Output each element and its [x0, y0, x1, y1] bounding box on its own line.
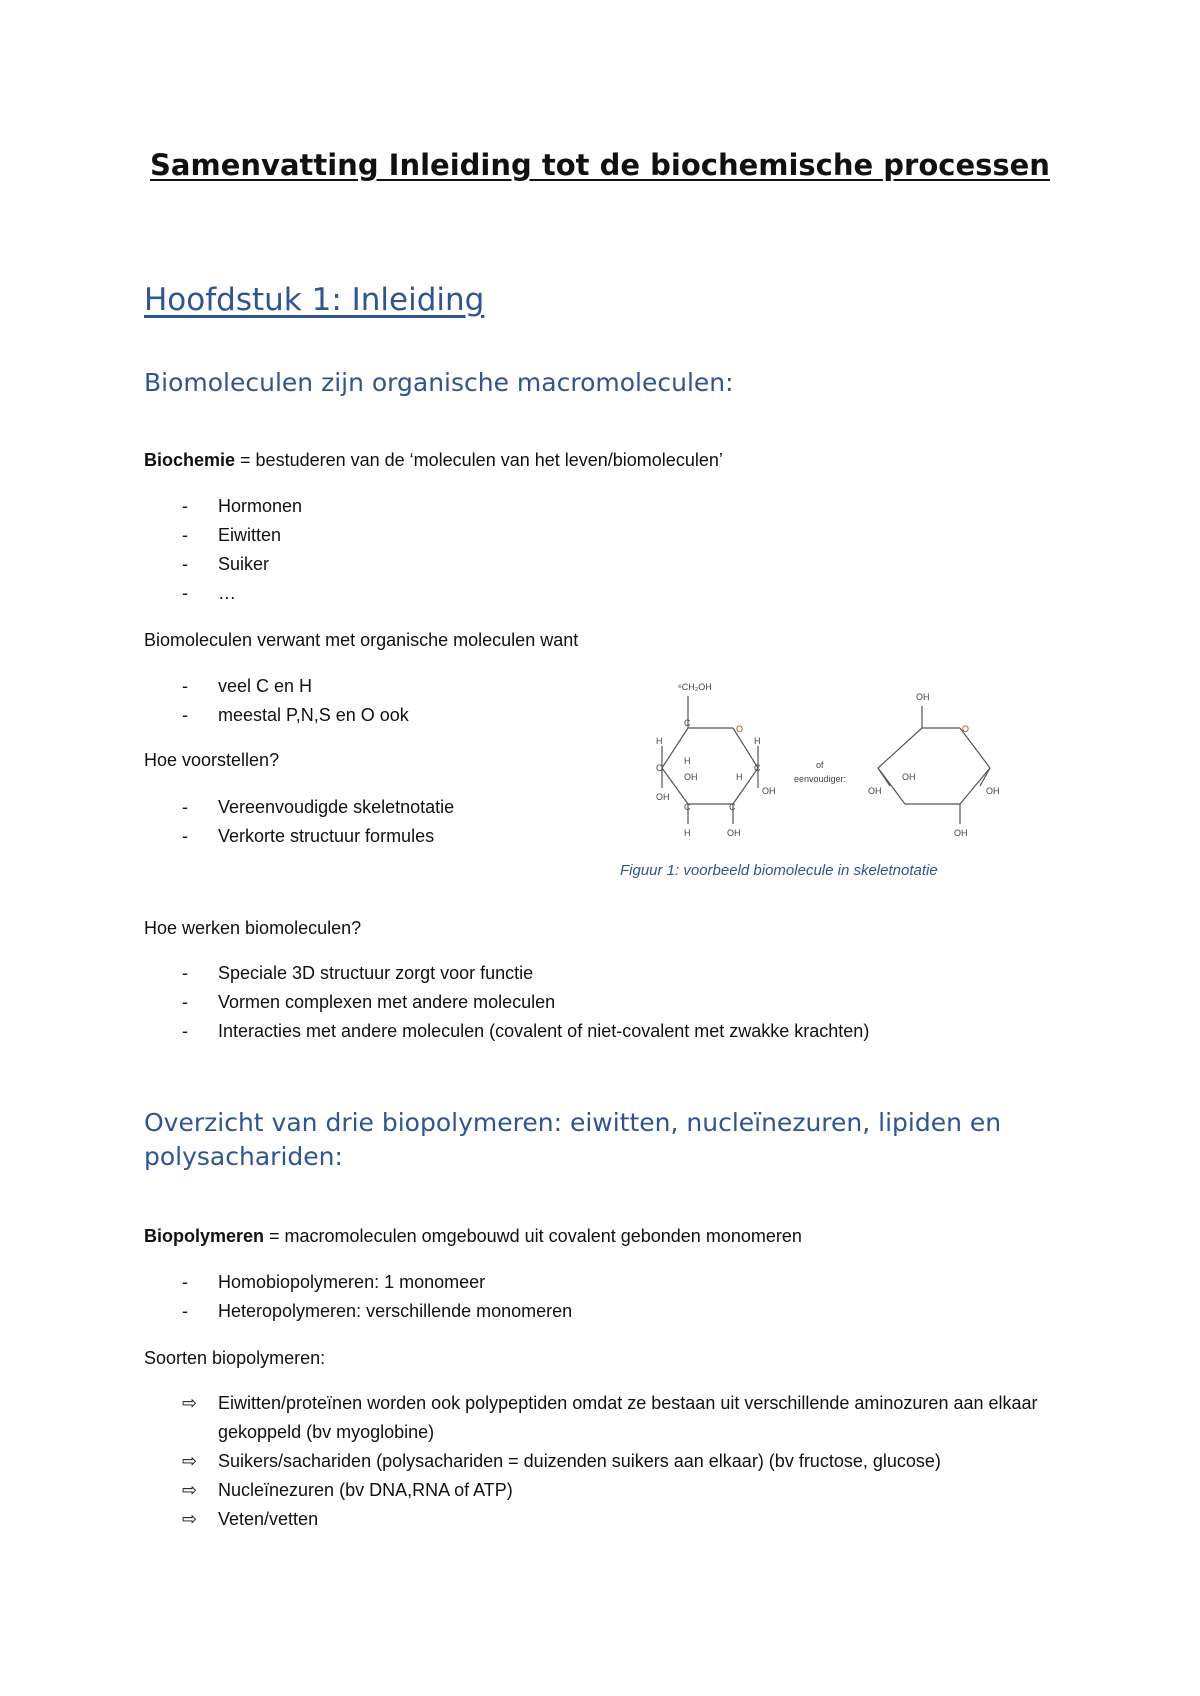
arrow-list-item: ⇨ Nucleïnezuren (bv DNA,RNA of ATP)	[182, 1480, 513, 1500]
section-heading-biomoleculen: Biomoleculen zijn organische macromoleculen:	[144, 368, 734, 397]
svg-text:OH: OH	[868, 786, 882, 796]
svg-text:C: C	[684, 802, 691, 812]
document-title: Samenvatting Inleiding tot de biochemische processen	[150, 148, 1050, 182]
definition-term: Biopolymeren	[144, 1226, 265, 1246]
svg-text:eenvoudiger:: eenvoudiger:	[794, 774, 847, 784]
svg-text:OH: OH	[986, 786, 1000, 796]
paragraph: Soorten biopolymeren:	[144, 1348, 326, 1368]
list-item: - …	[182, 583, 236, 603]
svg-text:OH: OH	[902, 772, 916, 782]
list-item: - veel C en H	[182, 676, 313, 696]
paragraph: Hoe voorstellen?	[144, 750, 280, 770]
svg-text:OH: OH	[727, 828, 741, 838]
list-item: - Heteropolymeren: verschillende monomeren	[182, 1301, 573, 1321]
list-item: - Verkorte structuur formules	[182, 826, 435, 846]
svg-text:OH: OH	[656, 792, 670, 802]
svg-text:OH: OH	[684, 772, 698, 782]
svg-text:OH: OH	[954, 828, 968, 838]
svg-text:C: C	[729, 802, 736, 812]
svg-text:H: H	[754, 736, 761, 746]
arrow-list-item: ⇨ Veten/vetten	[182, 1509, 319, 1529]
arrow-list-item: ⇨ Suikers/sachariden (polysachariden = duizenden suikers aan elkaar) (bv fructose, glucose)	[182, 1451, 941, 1471]
definition-text: = macromoleculen omgebouwd uit covalent gebonden monomeren	[264, 1226, 802, 1246]
chapter-heading: Hoofdstuk 1: Inleiding	[144, 282, 485, 318]
definition-biopolymeren	[144, 1224, 802, 1248]
list-item: - Hormonen	[182, 496, 303, 516]
list-item: - Vereenvoudigde skeletnotatie	[182, 797, 455, 817]
list-item: - Vormen complexen met andere moleculen	[182, 992, 556, 1012]
svg-text:O: O	[962, 724, 970, 734]
definition-term: Biochemie	[144, 450, 236, 470]
svg-text:C: C	[754, 763, 761, 773]
list-item: - meestal P,N,S en O ook	[182, 705, 409, 725]
svg-text:O: O	[736, 724, 744, 734]
svg-text:OH: OH	[762, 786, 776, 796]
paragraph: Biomoleculen verwant met organische moleculen want	[144, 630, 579, 650]
list-item: - Eiwitten	[182, 525, 282, 545]
svg-text:H: H	[736, 772, 743, 782]
svg-text:H: H	[656, 736, 663, 746]
list-item: - Homobiopolymeren: 1 monomeer	[182, 1272, 486, 1292]
svg-text:⁶CH₂OH: ⁶CH₂OH	[678, 682, 712, 692]
svg-text:H: H	[684, 756, 691, 766]
figure-caption: Figuur 1: voorbeeld biomolecule in skeletnotatie	[620, 862, 938, 879]
list-item: - Speciale 3D structuur zorgt voor functie	[182, 963, 534, 983]
svg-text:H: H	[684, 828, 691, 838]
list-item: - Suiker	[182, 554, 270, 574]
definition-biochemie	[144, 448, 723, 472]
molecule-figure	[640, 676, 1020, 842]
list-item: - Interacties met andere moleculen (covalent of niet-covalent met zwakke krachten)	[182, 1021, 870, 1041]
paragraph: Hoe werken biomoleculen?	[144, 918, 362, 938]
section-heading-biopolymeren: Overzicht van drie biopolymeren: eiwitten, nucleïnezuren, lipiden en polysachariden:	[144, 1108, 1002, 1171]
svg-text:C: C	[656, 763, 663, 773]
svg-text:OH: OH	[916, 692, 930, 702]
svg-text:C: C	[684, 718, 691, 728]
definition-text: = bestuderen van de ‘moleculen van het leven/biomoleculen’	[235, 450, 723, 470]
svg-text:of: of	[816, 760, 824, 770]
arrow-list-item: ⇨ Eiwitten/proteïnen worden ook polypeptiden omdat ze bestaan uit verschillende aminozuren aan elkaar gekoppeld (bv myoglobine)	[182, 1393, 1038, 1442]
